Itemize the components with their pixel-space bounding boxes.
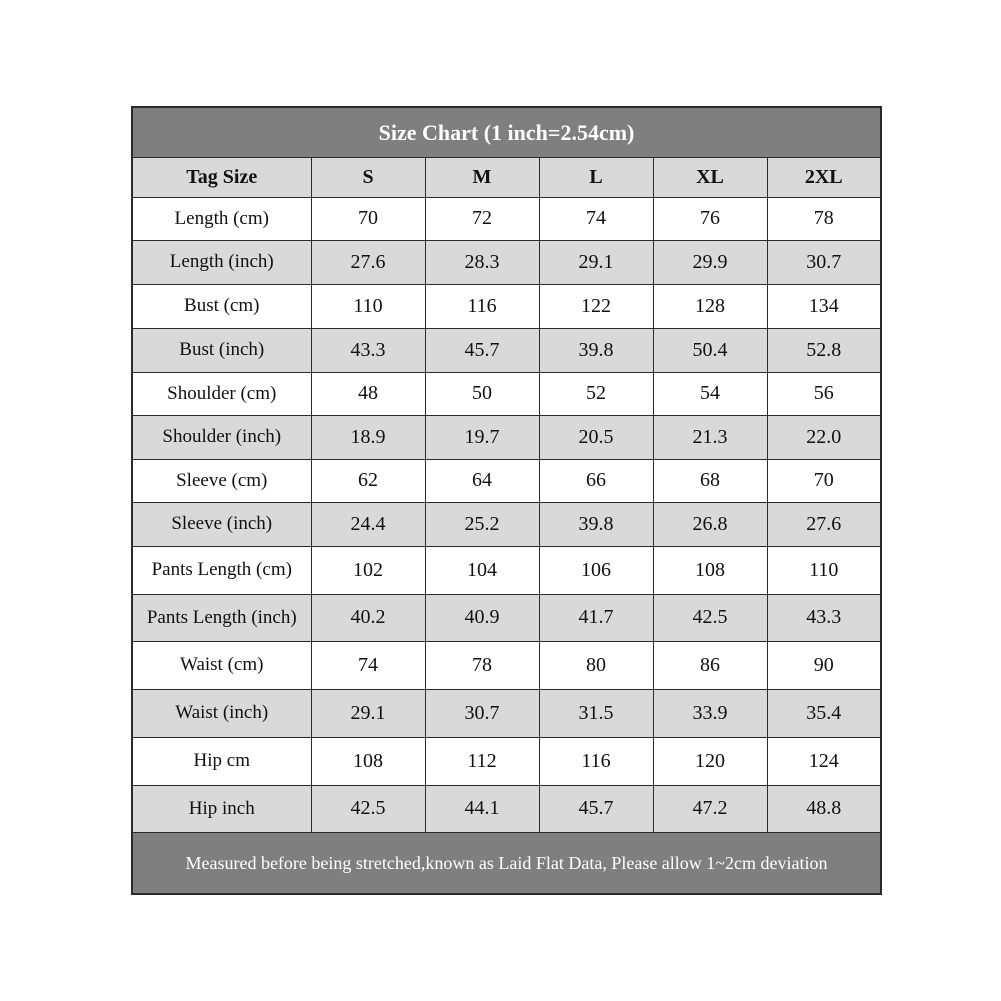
table-cell: 33.9 (653, 689, 767, 737)
table-row (133, 594, 880, 641)
table-cell: 110 (767, 546, 880, 594)
table-row (133, 737, 880, 785)
table-cell: 124 (767, 737, 880, 785)
table-cell: 122 (539, 284, 653, 328)
table-cell: 76 (653, 197, 767, 240)
row-label: Length (cm) (133, 197, 311, 240)
table-cell: 43.3 (767, 594, 880, 641)
table-cell: 48.8 (767, 785, 880, 832)
table-cell: 24.4 (311, 502, 425, 546)
table-cell: 108 (653, 546, 767, 594)
row-label: Length (inch) (133, 240, 311, 284)
table-cell: 116 (539, 737, 653, 785)
table-cell: 102 (311, 546, 425, 594)
header-cell-l: L (539, 158, 653, 197)
table-cell: 44.1 (425, 785, 539, 832)
table-cell: 70 (311, 197, 425, 240)
row-label: Pants Length (inch) (133, 594, 311, 641)
table-row (133, 240, 880, 284)
table-cell: 39.8 (539, 502, 653, 546)
row-label: Shoulder (cm) (133, 372, 311, 415)
table-row (133, 328, 880, 372)
row-label: Hip cm (133, 737, 311, 785)
row-label: Waist (cm) (133, 641, 311, 689)
table-cell: 43.3 (311, 328, 425, 372)
row-label: Sleeve (cm) (133, 459, 311, 502)
table-cell: 29.1 (539, 240, 653, 284)
table-cell: 28.3 (425, 240, 539, 284)
table-cell: 90 (767, 641, 880, 689)
table-cell: 80 (539, 641, 653, 689)
table-cell: 45.7 (425, 328, 539, 372)
table-cell: 128 (653, 284, 767, 328)
table-cell: 42.5 (653, 594, 767, 641)
table-cell: 40.2 (311, 594, 425, 641)
row-label: Waist (inch) (133, 689, 311, 737)
table-cell: 26.8 (653, 502, 767, 546)
table-cell: 21.3 (653, 415, 767, 459)
row-label: Sleeve (inch) (133, 502, 311, 546)
table-row (133, 689, 880, 737)
table-cell: 31.5 (539, 689, 653, 737)
table-cell: 54 (653, 372, 767, 415)
header-cell-m: M (425, 158, 539, 197)
table-cell: 120 (653, 737, 767, 785)
table-cell: 68 (653, 459, 767, 502)
table-cell: 45.7 (539, 785, 653, 832)
row-label: Bust (inch) (133, 328, 311, 372)
table-cell: 18.9 (311, 415, 425, 459)
table-cell: 48 (311, 372, 425, 415)
table-cell: 108 (311, 737, 425, 785)
table-cell: 29.9 (653, 240, 767, 284)
footer-note: Measured before being stretched,known as Laid Flat Data, Please allow 1~2cm deviation (133, 833, 880, 893)
table-cell: 40.9 (425, 594, 539, 641)
table-cell: 74 (311, 641, 425, 689)
table-cell: 20.5 (539, 415, 653, 459)
table-cell: 19.7 (425, 415, 539, 459)
table-cell: 64 (425, 459, 539, 502)
table-cell: 66 (539, 459, 653, 502)
table-cell: 56 (767, 372, 880, 415)
table-row (133, 641, 880, 689)
table-cell: 112 (425, 737, 539, 785)
table-cell: 50.4 (653, 328, 767, 372)
header-cell-2xl: 2XL (767, 158, 880, 197)
table-row (133, 415, 880, 459)
table-cell: 86 (653, 641, 767, 689)
table-body (133, 197, 880, 832)
row-label: Shoulder (inch) (133, 415, 311, 459)
table-row (133, 785, 880, 832)
table-cell: 78 (767, 197, 880, 240)
table-cell: 27.6 (311, 240, 425, 284)
table-row (133, 502, 880, 546)
table-cell: 25.2 (425, 502, 539, 546)
table-cell: 134 (767, 284, 880, 328)
table-cell: 62 (311, 459, 425, 502)
table-row (133, 546, 880, 594)
header-cell-tag-size: Tag Size (133, 158, 311, 197)
table-cell: 41.7 (539, 594, 653, 641)
table-cell: 27.6 (767, 502, 880, 546)
table-row (133, 197, 880, 240)
table-cell: 52 (539, 372, 653, 415)
chart-title: Size Chart (1 inch=2.54cm) (133, 108, 880, 158)
table-cell: 30.7 (767, 240, 880, 284)
table-cell: 50 (425, 372, 539, 415)
table-cell: 35.4 (767, 689, 880, 737)
table-cell: 74 (539, 197, 653, 240)
row-label: Bust (cm) (133, 284, 311, 328)
table-cell: 47.2 (653, 785, 767, 832)
row-label: Hip inch (133, 785, 311, 832)
table-cell: 116 (425, 284, 539, 328)
size-table (133, 158, 880, 833)
table-cell: 110 (311, 284, 425, 328)
table-row (133, 372, 880, 415)
table-cell: 22.0 (767, 415, 880, 459)
header-cell-s: S (311, 158, 425, 197)
table-cell: 106 (539, 546, 653, 594)
header-row (133, 158, 880, 197)
table-cell: 39.8 (539, 328, 653, 372)
table-cell: 104 (425, 546, 539, 594)
table-cell: 78 (425, 641, 539, 689)
table-row (133, 459, 880, 502)
table-cell: 72 (425, 197, 539, 240)
table-cell: 70 (767, 459, 880, 502)
table-cell: 29.1 (311, 689, 425, 737)
row-label: Pants Length (cm) (133, 546, 311, 594)
table-row (133, 284, 880, 328)
header-cell-xl: XL (653, 158, 767, 197)
table-cell: 42.5 (311, 785, 425, 832)
table-cell: 52.8 (767, 328, 880, 372)
size-chart (131, 106, 882, 895)
table-cell: 30.7 (425, 689, 539, 737)
